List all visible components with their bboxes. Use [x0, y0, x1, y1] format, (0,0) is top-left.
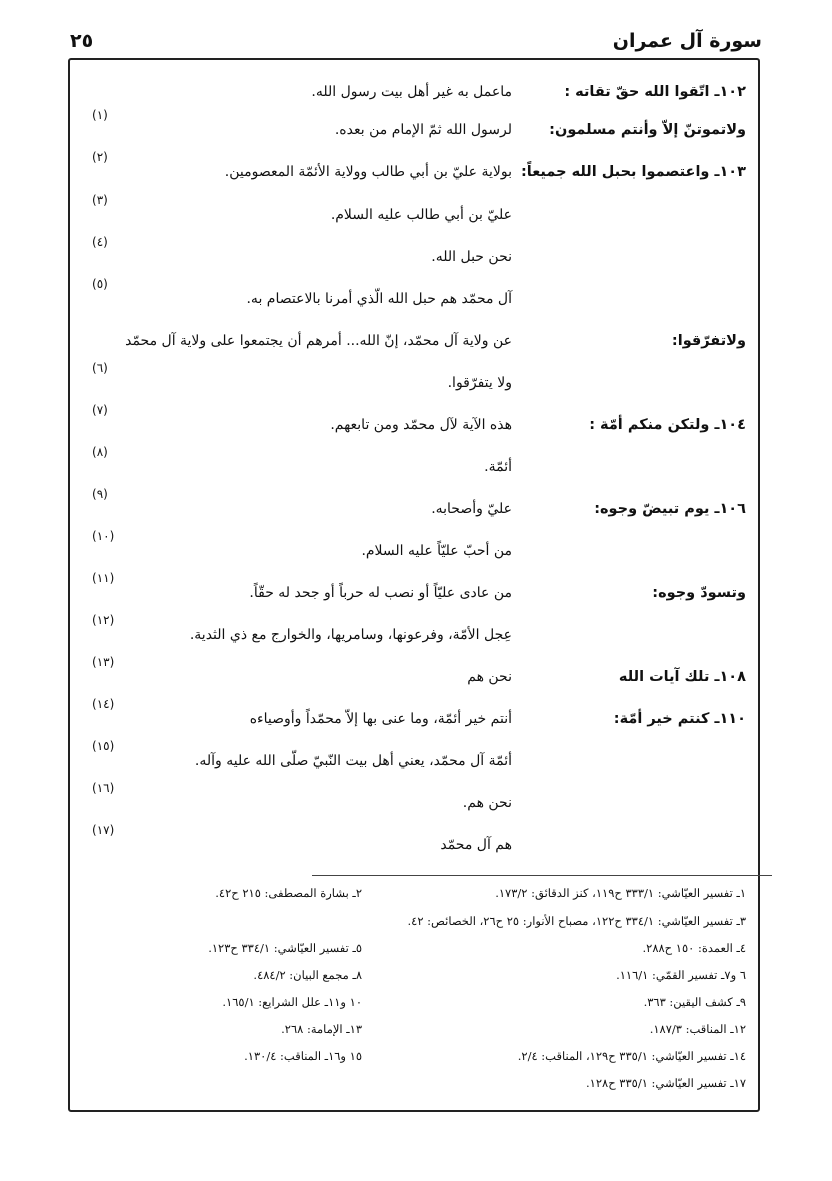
commentary-text: هم آل محمّد [440, 837, 512, 853]
commentary-text: آل محمّد هم حبل الله الّذي أمرنا بالاعتصام به. [246, 291, 512, 307]
verse-label: ١٠٦ـ يوم تبيضّ وجوه: [594, 501, 746, 517]
commentary-text: عن ولاية آل محمّد، إنّ الله... أمرهم أن يجتمعوا على ولاية آل محمّد [125, 333, 512, 349]
commentary-text: من عادى عليّاً أو نصب له حرباً أو جحد له حقّاً. [249, 585, 512, 601]
verse-label: ١٠٢ـ اتّقوا الله حقّ تقاته : [564, 84, 746, 100]
footnote-entry: ١٢ـ المناقب: ١٨٧/٣. [649, 1022, 746, 1036]
footnote-ref: (٢) [92, 150, 108, 164]
footnote-ref: (٥) [92, 277, 108, 291]
surah-title: سورة آل عمران [612, 30, 762, 52]
footnote-ref: (١٢) [92, 613, 115, 627]
commentary-text: هذه الآية لآل محمّد ومن تابعهم. [330, 417, 512, 433]
commentary-row [0, 193, 832, 233]
commentary-row [0, 571, 832, 611]
footnote-entry: ٦ و٧ـ تفسير القمّي: ١١٦/١. [616, 968, 746, 982]
commentary-row [0, 329, 832, 359]
footnote-entry: ٣ـ تفسير العيّاشي: ٣٣٤/١ ح١٢٢، مصباح الأنوار: ٢٥ ح٢٦، الخصائص: ٤٢. [407, 914, 746, 928]
footnote-entry: ١٠ و١١ـ علل الشرايع: ١٦٥/١. [222, 995, 362, 1009]
footnote-ref: (١٤) [92, 697, 115, 711]
footnote-entry: ١٣ـ الإمامة: ٢٦٨. [281, 1022, 362, 1036]
footnote-entry: ١٧ـ تفسير العيّاشي: ٣٣٥/١ ح١٢٨. [586, 1076, 746, 1090]
footnote-divider [312, 875, 772, 876]
commentary-row [0, 150, 832, 190]
commentary-text: عِجل الأمّة، وفرعونها، وسامريها، والخوارج مع ذي الثدية. [189, 627, 512, 643]
commentary-text: عليّ بن أبي طالب عليه السلام. [330, 207, 512, 223]
commentary-row [0, 361, 832, 401]
verse-label: ولاتموتنّ إلاّ وأنتم مسلمون: [549, 122, 746, 138]
commentary-row [0, 823, 832, 863]
commentary-row [0, 739, 832, 779]
commentary-text: نحن هم [467, 669, 512, 685]
footnote-ref: (٤) [92, 235, 108, 249]
commentary-row [0, 697, 832, 737]
footnote-entry: ٥ـ تفسير العيّاشي: ٣٣٤/١ ح١٢٣. [208, 941, 362, 955]
commentary-row [0, 613, 832, 653]
footnote-ref: (٩) [92, 487, 108, 501]
footnote-entry: ١٥ و١٦ـ المناقب: ١٣٠/٤. [244, 1049, 362, 1063]
verse-label: ١٠٨ـ تلك آيات الله [618, 669, 746, 685]
commentary-text: ولا يتفرّقوا. [447, 375, 512, 391]
commentary-text: من أحبّ عليّاً عليه السلام. [361, 543, 512, 559]
footnote-entry: ٨ـ مجمع البيان: ٤٨٤/٢. [253, 968, 362, 982]
footnote-entry: ٩ـ كشف اليقين: ٣٦٣. [643, 995, 746, 1009]
commentary-row [0, 655, 832, 695]
commentary-row [0, 529, 832, 569]
commentary-row [0, 108, 832, 148]
commentary-row [0, 781, 832, 821]
footnote-entry: ١٤ـ تفسير العيّاشي: ٣٣٥/١ ح١٢٩، المناقب: ٢/٤. [517, 1049, 746, 1063]
page-number: ٢٥ [70, 30, 94, 52]
commentary-row [0, 403, 832, 443]
footnote-entry: ١ـ تفسير العيّاشي: ٣٣٣/١ ح١١٩، كنز الدقائق: ١٧٣/٢. [495, 886, 746, 900]
commentary-text: عليّ وأصحابه. [431, 501, 512, 517]
verse-label: وتسودّ وجوه: [652, 585, 746, 601]
commentary-row [0, 80, 832, 110]
footnote-ref: (٦) [92, 361, 108, 375]
commentary-text: نحن حبل الله. [431, 249, 512, 265]
commentary-text: بولاية عليّ بن أبي طالب وولاية الأئمّة المعصومين. [224, 164, 512, 180]
commentary-row [0, 235, 832, 275]
commentary-text: لرسول الله ثمّ الإمام من بعده. [334, 122, 512, 138]
footnote-ref: (١) [92, 108, 108, 122]
footnote-entry: ٢ـ بشارة المصطفى: ٢١٥ ح٤٢. [215, 886, 362, 900]
commentary-text: أئمّة آل محمّد، يعني أهل بيت النّبيّ صلّى الله عليه وآله. [194, 753, 512, 769]
footnote-ref: (٨) [92, 445, 108, 459]
footnote-ref: (١٦) [92, 781, 115, 795]
footnote-ref: (٣) [92, 193, 108, 207]
commentary-text: ماعمل به غير أهل بيت رسول الله. [311, 84, 512, 100]
footnote-entry: ٤ـ العمدة: ١٥٠ ح٢٨٨. [642, 941, 746, 955]
commentary-text: أنتم خير أئمّة، وما عنى بها إلاّ محمّداً وأوصياءه [249, 711, 512, 727]
footnote-ref: (١٧) [92, 823, 115, 837]
commentary-row [0, 487, 832, 527]
footnote-ref: (١٥) [92, 739, 115, 753]
verse-label: ١٠٤ـ ولتكن منكم أمّة : [589, 417, 746, 433]
footnote-ref: (٧) [92, 403, 108, 417]
verse-label: ١٠٣ـ واعتصموا بحبل الله جميعاً: [521, 164, 746, 180]
commentary-row [0, 277, 832, 317]
commentary-row [0, 445, 832, 485]
footnote-ref: (١٣) [92, 655, 115, 669]
commentary-text: نحن هم. [462, 795, 512, 811]
footnote-ref: (١١) [92, 571, 115, 585]
verse-label: ١١٠ـ كنتم خير أمّة: [613, 711, 746, 727]
verse-label: ولاتفرّقوا: [671, 333, 746, 349]
footnote-ref: (١٠) [92, 529, 115, 543]
commentary-text: أئمّة. [484, 459, 512, 475]
